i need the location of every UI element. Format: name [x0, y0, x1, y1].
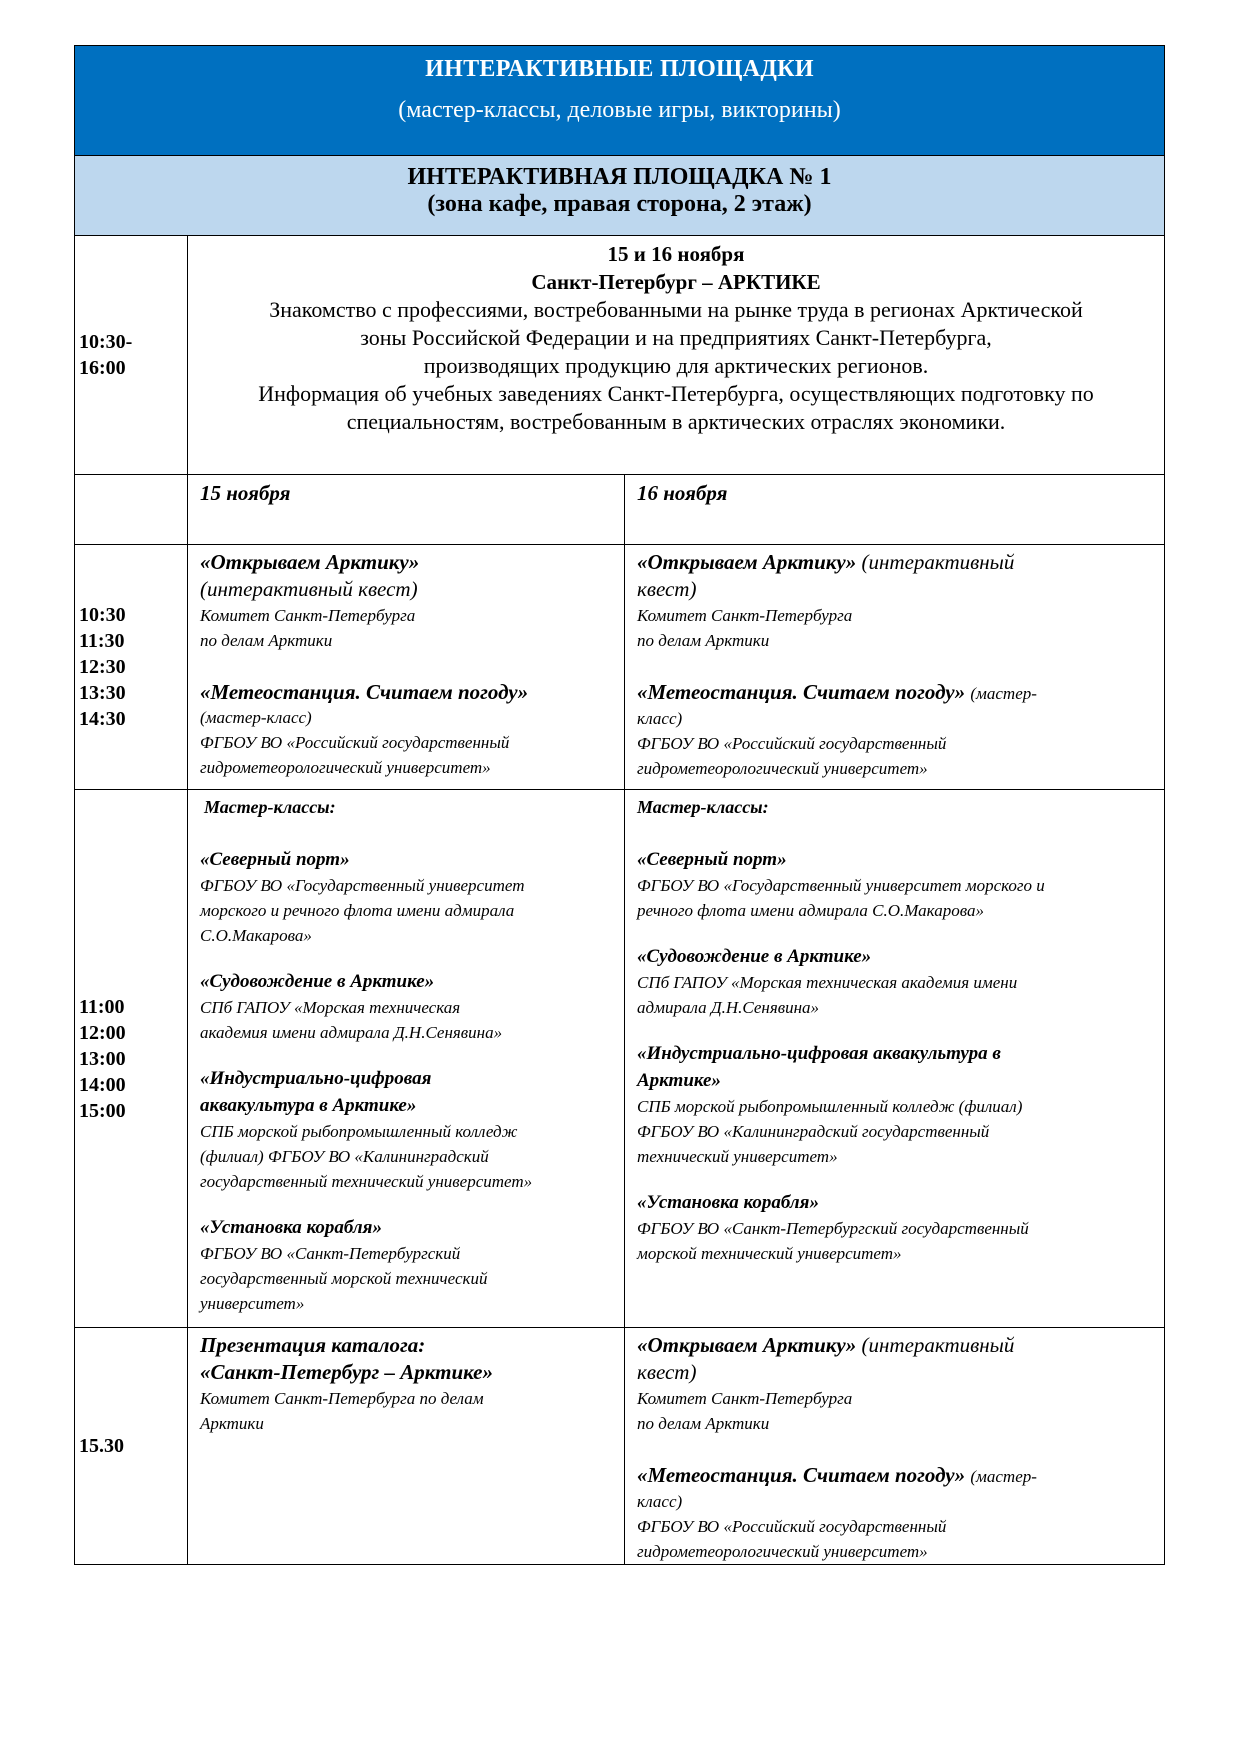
slot-row-1	[75, 545, 1165, 790]
event-organizer: С.О.Макарова»	[200, 926, 312, 945]
event-organizer: гидрометеорологический университет»	[200, 758, 491, 777]
event-organizer: СПБ морской рыбопромышленный колледж (филиал)	[637, 1097, 1023, 1116]
header-row	[75, 46, 1165, 156]
event-organizer: ФГБОУ ВО «Российский государственный	[200, 733, 510, 752]
event-type: (мастер-	[970, 1467, 1037, 1486]
time-end: 16:00	[79, 357, 126, 379]
event-organizer: ФГБОУ ВО «Калининградский государственный	[637, 1122, 990, 1141]
event-title: «Индустриально-цифровая	[200, 1068, 432, 1089]
event-organizer: Комитет Санкт-Петербурга	[200, 606, 416, 625]
event-organizer: университет»	[200, 1294, 305, 1313]
event	[200, 549, 612, 653]
desc-line: Информация об учебных заведениях Санкт-Петербурга, осуществляющих подготовку по	[258, 381, 1094, 406]
event-organizer: речного флота имени адмирала С.О.Макарова»	[637, 901, 984, 920]
day1-masterclasses	[188, 790, 625, 1328]
event-title: «Метеостанция. Считаем погоду»	[637, 1463, 966, 1487]
event	[637, 943, 1152, 1020]
event-title: «Метеостанция. Считаем погоду»	[200, 680, 529, 704]
day2-events	[625, 545, 1165, 790]
zone-location: (зона кафе, правая сторона, 2 этаж)	[427, 191, 812, 217]
event-title: Арктике»	[637, 1070, 721, 1091]
event-type: (интерактивный квест)	[200, 577, 418, 601]
event	[637, 1040, 1152, 1169]
event	[637, 1189, 1152, 1266]
main-dates: 15 и 16 ноября	[607, 242, 745, 266]
event-organizer: Комитет Санкт-Петербурга	[637, 1389, 853, 1408]
time-label: 11:30	[79, 630, 125, 652]
event-type: (интерактивный	[861, 1333, 1015, 1357]
zone-cell	[75, 156, 1165, 236]
event	[200, 1065, 612, 1194]
page-subtitle: (мастер-классы, деловые игры, викторины)	[398, 97, 841, 123]
desc-line: специальностям, востребованным в арктических отраслях экономики.	[346, 409, 1006, 434]
days-row	[75, 475, 1165, 545]
event-organizer: государственный технический университет»	[200, 1172, 533, 1191]
event-organizer: ФГБОУ ВО «Государственный университет	[200, 876, 525, 895]
event-type: квест)	[637, 1360, 697, 1384]
event-title: «Открываем Арктику»	[200, 550, 420, 574]
time-label: 14:30	[79, 708, 126, 730]
desc-line: зоны Российской Федерации и на предприятиях Санкт-Петербурга,	[360, 325, 992, 350]
event-organizer: технический университет»	[637, 1147, 838, 1166]
event-organizer: морского и речного флота имени адмирала	[200, 901, 515, 920]
event-organizer: гидрометеорологический университет»	[637, 759, 928, 778]
event-title: аквакультура в Арктике»	[200, 1095, 417, 1116]
event-organizer: Комитет Санкт-Петербурга	[637, 606, 853, 625]
event-organizer: Комитет Санкт-Петербурга по делам	[200, 1389, 484, 1408]
event-type: класс)	[637, 709, 683, 728]
time-label: 12:00	[79, 1021, 126, 1044]
empty-cell	[75, 475, 188, 545]
event-title: «Санкт-Петербург – Арктике»	[200, 1360, 493, 1384]
slot-row-3	[75, 1328, 1165, 1565]
event-organizer: морской технический университет»	[637, 1244, 902, 1263]
event-organizer: СПб ГАПОУ «Морская техническая	[200, 998, 461, 1017]
event-organizer: ФГБОУ ВО «Государственный университет морского и	[637, 876, 1045, 895]
desc-line: Знакомство с профессиями, востребованными на рынке труда в регионах Арктической	[269, 297, 1083, 322]
event-type: класс)	[637, 1492, 683, 1511]
slot-row-2	[75, 790, 1165, 1328]
event-type: (мастер-класс)	[200, 708, 312, 727]
zone-row	[75, 156, 1165, 236]
day1-presentation	[188, 1328, 625, 1565]
event-title: «Северный порт»	[200, 849, 350, 870]
schedule-table	[74, 45, 1165, 1565]
time-label: 11:00	[79, 995, 125, 1018]
event-type: (мастер-	[970, 684, 1037, 703]
event-organizer: Арктики	[200, 1414, 264, 1433]
event-organizer: по делам Арктики	[200, 631, 333, 650]
schedule-document	[74, 45, 1164, 1565]
event-title: «Северный порт»	[637, 849, 787, 870]
day2-events	[625, 1328, 1165, 1565]
masterclass-heading: Мастер-классы:	[637, 797, 769, 817]
time-label: 13:30	[79, 682, 126, 704]
event-type: квест)	[637, 577, 697, 601]
event-organizer: адмирала Д.Н.Сенявина»	[637, 998, 820, 1017]
event-organizer: гидрометеорологический университет»	[637, 1542, 928, 1561]
event-title: «Метеостанция. Считаем погоду»	[637, 680, 966, 704]
event-organizer: академия имени адмирала Д.Н.Сенявина»	[200, 1023, 503, 1042]
event-organizer: СПБ морской рыбопромышленный колледж	[200, 1122, 518, 1141]
time-label: 10:30	[79, 604, 126, 626]
event-organizer: ФГБОУ ВО «Российский государственный	[637, 734, 947, 753]
page-title: ИНТЕРАКТИВНЫЕ ПЛОЩАДКИ	[425, 56, 814, 82]
time-label: 14:00	[79, 1073, 126, 1096]
event-title: «Открываем Арктику»	[637, 550, 857, 574]
day2-header: 16 ноября	[625, 475, 1165, 545]
time-label: 13:00	[79, 1047, 126, 1070]
event	[637, 846, 1152, 923]
event	[637, 679, 1152, 781]
event	[200, 846, 612, 948]
event-title: «Судовождение в Арктике»	[637, 946, 872, 967]
slot-times	[75, 790, 188, 1328]
event-organizer: СПб ГАПОУ «Морская техническая академия имени	[637, 973, 1018, 992]
day1-header: 15 ноября	[188, 475, 625, 545]
day2-masterclasses	[625, 790, 1165, 1328]
event-title: «Открываем Арктику»	[637, 1333, 857, 1357]
time-start: 10:30-	[79, 331, 133, 353]
event-organizer: ФГБОУ ВО «Санкт-Петербургский	[200, 1244, 461, 1263]
event	[637, 1332, 1152, 1436]
header-cell	[75, 46, 1165, 156]
main-row	[75, 236, 1165, 475]
time-label: 12:30	[79, 656, 126, 678]
event-title: «Судовождение в Арктике»	[200, 971, 435, 992]
event-organizer: ФГБОУ ВО «Санкт-Петербургский государственный	[637, 1219, 1029, 1238]
event	[637, 1462, 1152, 1564]
event-title: «Установка корабля»	[200, 1217, 382, 1238]
event-title: Презентация каталога:	[200, 1333, 426, 1357]
day1-events	[188, 545, 625, 790]
time-label: 15:00	[79, 1099, 126, 1122]
event-type: (интерактивный	[861, 550, 1015, 574]
desc-line: производящих продукцию для арктических регионов.	[423, 353, 929, 378]
slot-times	[75, 545, 188, 790]
event-title: «Индустриально-цифровая аквакультура в	[637, 1043, 1001, 1064]
event-title: «Установка корабля»	[637, 1192, 819, 1213]
event	[200, 679, 612, 780]
slot-time: 15.30	[75, 1328, 188, 1565]
event-organizer: (филиал) ФГБОУ ВО «Калининградский	[200, 1147, 489, 1166]
event	[637, 549, 1152, 653]
main-name: Санкт-Петербург – АРКТИКЕ	[531, 270, 821, 294]
event	[200, 1214, 612, 1316]
main-time	[75, 236, 188, 475]
event	[200, 968, 612, 1045]
event-organizer: по делам Арктики	[637, 631, 770, 650]
masterclass-heading: Мастер-классы:	[204, 797, 336, 817]
event-organizer: государственный морской технический	[200, 1269, 488, 1288]
zone-title: ИНТЕРАКТИВНАЯ ПЛОЩАДКА № 1	[407, 164, 832, 190]
main-description-cell	[188, 236, 1165, 475]
event-organizer: ФГБОУ ВО «Российский государственный	[637, 1517, 947, 1536]
event-organizer: по делам Арктики	[637, 1414, 770, 1433]
